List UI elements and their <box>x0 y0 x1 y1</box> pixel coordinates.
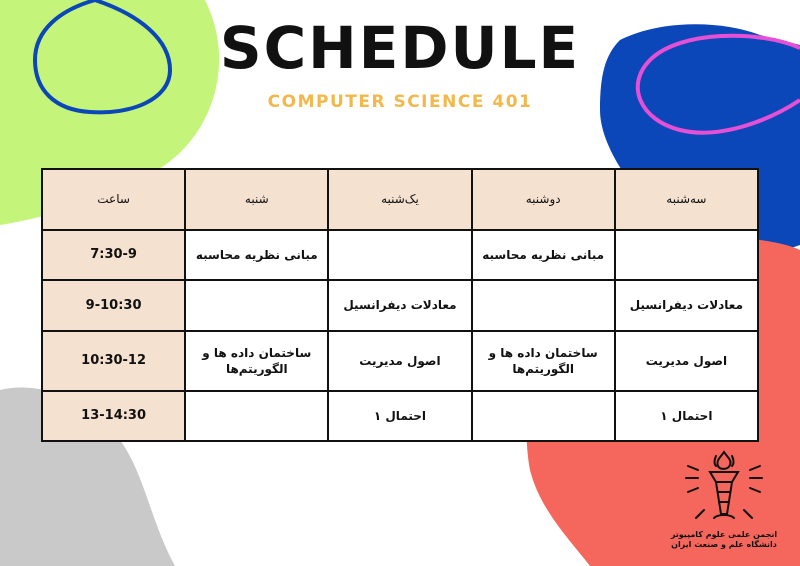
torch-icon <box>676 448 772 528</box>
association-line-2: دانشگاه علم و صنعت ایران <box>671 540 777 549</box>
course-cell <box>328 230 471 280</box>
header-cell-time: ساعت <box>42 169 185 230</box>
table-row <box>42 331 758 391</box>
table-row <box>42 391 758 441</box>
course-cell <box>472 280 615 331</box>
course-cell: معادلات دیفرانسیل <box>328 280 471 331</box>
course-cell <box>472 391 615 441</box>
course-cell: ساختمان داده ها و الگوریتم‌ها <box>472 331 615 391</box>
course-cell: اصول مدیریت <box>615 331 758 391</box>
course-cell: مبانی نظریه محاسبه <box>472 230 615 280</box>
course-cell: احتمال ۱ <box>328 391 471 441</box>
page-subtitle: COMPUTER SCIENCE 401 <box>267 92 533 112</box>
course-cell: ساختمان داده ها و الگوریتم‌ها <box>185 331 328 391</box>
header-cell-tuesday: سه‌شنبه <box>615 169 758 230</box>
time-cell: 9-10:30 <box>42 280 185 331</box>
course-cell <box>185 391 328 441</box>
course-cell <box>185 280 328 331</box>
header-cell-sunday: یک‌شنبه <box>328 169 471 230</box>
association-line-1: انجمن علمی علوم کامپیوتر <box>670 530 778 539</box>
page-title: SCHEDULE <box>219 14 581 82</box>
header-cell-monday: دوشنبه <box>472 169 615 230</box>
course-cell: اصول مدیریت <box>328 331 471 391</box>
course-cell: معادلات دیفرانسیل <box>615 280 758 331</box>
time-cell: 10:30-12 <box>42 331 185 391</box>
header-cell-saturday: شنبه <box>185 169 328 230</box>
time-cell: 13-14:30 <box>42 391 185 441</box>
schedule-table <box>41 168 759 442</box>
time-cell: 7:30-9 <box>42 230 185 280</box>
header-row <box>42 169 758 230</box>
course-cell: احتمال ۱ <box>615 391 758 441</box>
association-name <box>664 530 784 550</box>
table-row <box>42 280 758 331</box>
table-row <box>42 230 758 280</box>
course-cell: مبانی نظریه محاسبه <box>185 230 328 280</box>
course-cell <box>615 230 758 280</box>
